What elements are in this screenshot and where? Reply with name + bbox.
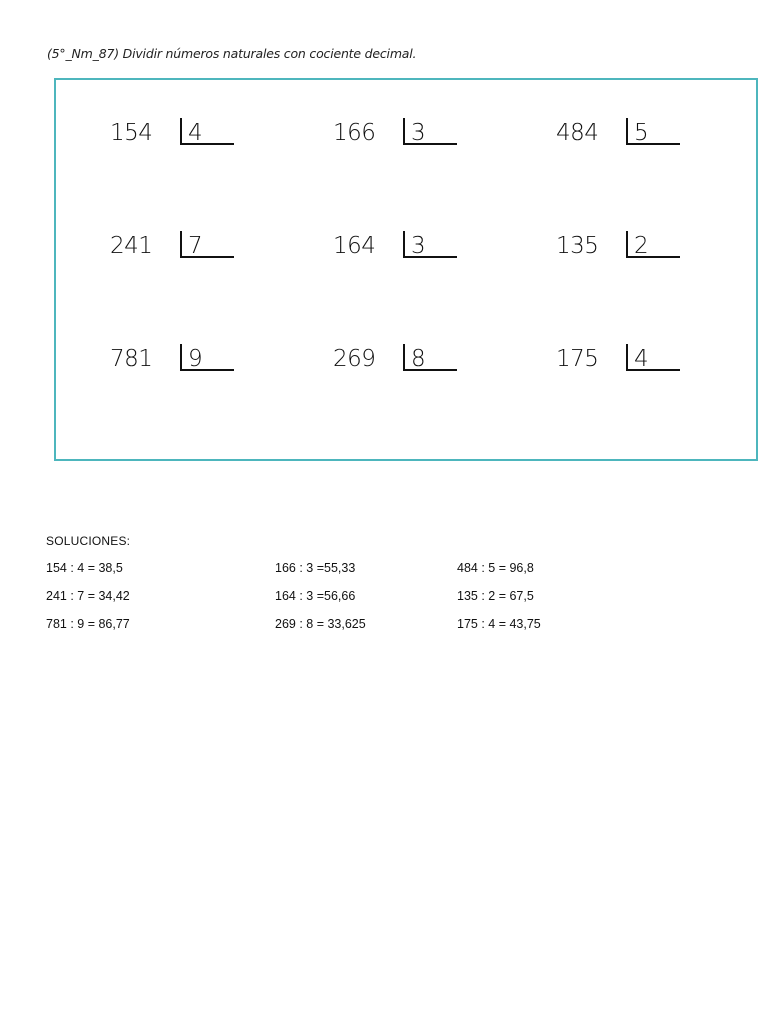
solution-item: 154 : 4 = 38,5 <box>46 561 123 575</box>
dividend: 781 <box>110 346 153 372</box>
division-problem <box>110 231 290 271</box>
division-problem <box>333 231 513 271</box>
divisor: 8 <box>411 346 426 372</box>
dividend: 484 <box>556 120 599 146</box>
dividend: 175 <box>556 346 599 372</box>
dividend: 154 <box>110 120 153 146</box>
solution-item: 269 : 8 = 33,625 <box>275 617 366 631</box>
division-problem <box>333 344 513 384</box>
solution-item: 781 : 9 = 86,77 <box>46 617 130 631</box>
division-problem <box>556 231 736 271</box>
solution-item: 175 : 4 = 43,75 <box>457 617 541 631</box>
division-problem <box>110 118 290 158</box>
divisor: 4 <box>634 346 649 372</box>
dividend: 241 <box>110 233 153 259</box>
dividend: 164 <box>333 233 376 259</box>
division-problem <box>556 344 736 384</box>
worksheet-title: (5°_Nm_87) Dividir números naturales con cociente decimal. <box>47 46 417 61</box>
solutions-heading: SOLUCIONES: <box>46 534 131 548</box>
division-problem <box>556 118 736 158</box>
divisor: 2 <box>634 233 649 259</box>
division-problem <box>110 344 290 384</box>
solution-item: 241 : 7 = 34,42 <box>46 589 130 603</box>
divisor: 3 <box>411 233 426 259</box>
dividend: 166 <box>333 120 376 146</box>
solution-item: 166 : 3 =55,33 <box>275 561 356 575</box>
divisor: 4 <box>188 120 203 146</box>
dividend: 135 <box>556 233 599 259</box>
solution-item: 484 : 5 = 96,8 <box>457 561 534 575</box>
solution-item: 164 : 3 =56,66 <box>275 589 356 603</box>
dividend: 269 <box>333 346 376 372</box>
solution-item: 135 : 2 = 67,5 <box>457 589 534 603</box>
division-problem <box>333 118 513 158</box>
divisor: 3 <box>411 120 426 146</box>
exercise-box <box>54 78 758 461</box>
divisor: 9 <box>188 346 203 372</box>
divisor: 5 <box>634 120 649 146</box>
divisor: 7 <box>188 233 203 259</box>
